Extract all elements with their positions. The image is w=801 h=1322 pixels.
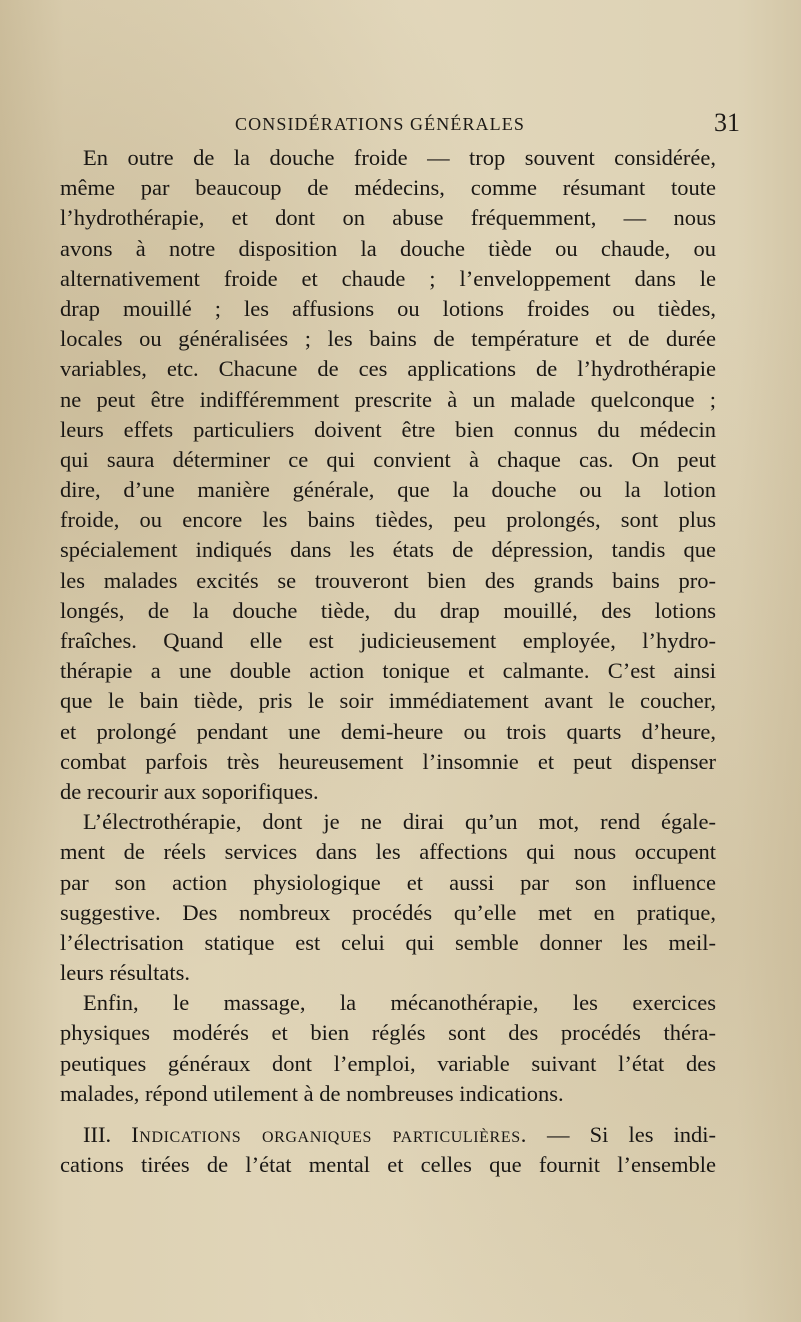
text-line: les malades excités se trouveront bien des grands bains pro-	[60, 567, 716, 593]
text-line: thérapie a une double action tonique et calmante. C’est ainsi	[60, 658, 716, 684]
section-heading: Indications organiques particulières.	[131, 1122, 527, 1147]
text-line: L’électrothérapie, dont je ne dirai qu’un mot, rend égale-	[83, 809, 716, 835]
text-line: locales ou généralisées ; les bains de température et de durée	[60, 326, 716, 352]
text-line: suggestive. Des nombreux procédés qu’elle met en pratique,	[60, 899, 716, 925]
text-line: avons à notre disposition la douche tiède ou chaude, ou	[60, 235, 716, 261]
text-line: En outre de la douche froide — trop souvent considérée,	[83, 145, 716, 170]
text-line: même par beaucoup de médecins, comme résumant toute	[60, 175, 716, 201]
text-line: physiques modérés et bien réglés sont des procédés théra-	[60, 1020, 716, 1046]
text-line: qui saura déterminer ce qui convient à chaque cas. On peut	[60, 446, 716, 472]
text-line: ment de réels services dans les affections qui nous occupent	[60, 839, 716, 865]
paragraph-electrotherapy	[60, 807, 716, 988]
text-line: dire, d’une manière générale, que la douche ou la lotion	[60, 477, 716, 503]
text-line: de recourir aux soporifiques.	[60, 778, 319, 804]
page-number: 31	[714, 108, 740, 137]
text-line: longés, de la douche tiède, du drap mouillé, des lotions	[60, 597, 716, 623]
section-iii	[60, 1120, 716, 1180]
text-line: malades, répond utilement à de nombreuses indications.	[60, 1080, 564, 1106]
text-line: et prolongé pendant une demi-heure ou trois quarts d’heure,	[60, 718, 716, 744]
text-line: Enfin, le massage, la mécanothérapie, les exercices	[83, 990, 716, 1016]
section-number: III.	[83, 1122, 112, 1147]
section-gap	[60, 1109, 716, 1120]
paragraph-hydrotherapy	[60, 143, 716, 807]
text-line: leurs résultats.	[60, 960, 190, 986]
section-heading-line	[60, 1120, 716, 1150]
text-line: alternativement froide et chaude ; l’enveloppement dans le	[60, 265, 716, 291]
text-line: par son action physiologique et aussi par son influence	[60, 869, 716, 895]
text-line: l’électrisation statique est celui qui semble donner les meil-	[60, 929, 716, 955]
text-line: froide, ou encore les bains tièdes, peu prolongés, sont plus	[60, 507, 716, 533]
text-line: fraîches. Quand elle est judicieusement employée, l’hydro-	[60, 628, 716, 653]
text-line: cations tirées de l’état mental et celles que fournit l’ensemble	[60, 1152, 716, 1178]
page-header	[0, 108, 801, 142]
text-line: l’hydrothérapie, et dont on abuse fréquemment, — nous	[60, 205, 716, 231]
text-line: spécialement indiqués dans les états de dépression, tandis que	[60, 537, 716, 563]
paragraph-massage	[60, 988, 716, 1109]
text-line: variables, etc. Chacune de ces applications de l’hydrothérapie	[60, 356, 716, 382]
text-line: ne peut être indifféremment prescrite à un malade quelconque ;	[60, 386, 716, 412]
text-line: drap mouillé ; les affusions ou lotions froides ou tièdes,	[60, 295, 716, 321]
body-text	[60, 143, 716, 1180]
text-line: que le bain tiède, pris le soir immédiatement avant le coucher,	[60, 688, 716, 714]
text-line: leurs effets particuliers doivent être bien connus du médecin	[60, 416, 716, 442]
text-line: peutiques généraux dont l’emploi, variable suivant l’état des	[60, 1050, 716, 1076]
section-continuation: — Si les indi-	[547, 1122, 716, 1147]
text-line: combat parfois très heureusement l’insomnie et peut dispenser	[60, 748, 716, 774]
running-title: CONSIDÉRATIONS GÉNÉRALES	[235, 114, 525, 134]
